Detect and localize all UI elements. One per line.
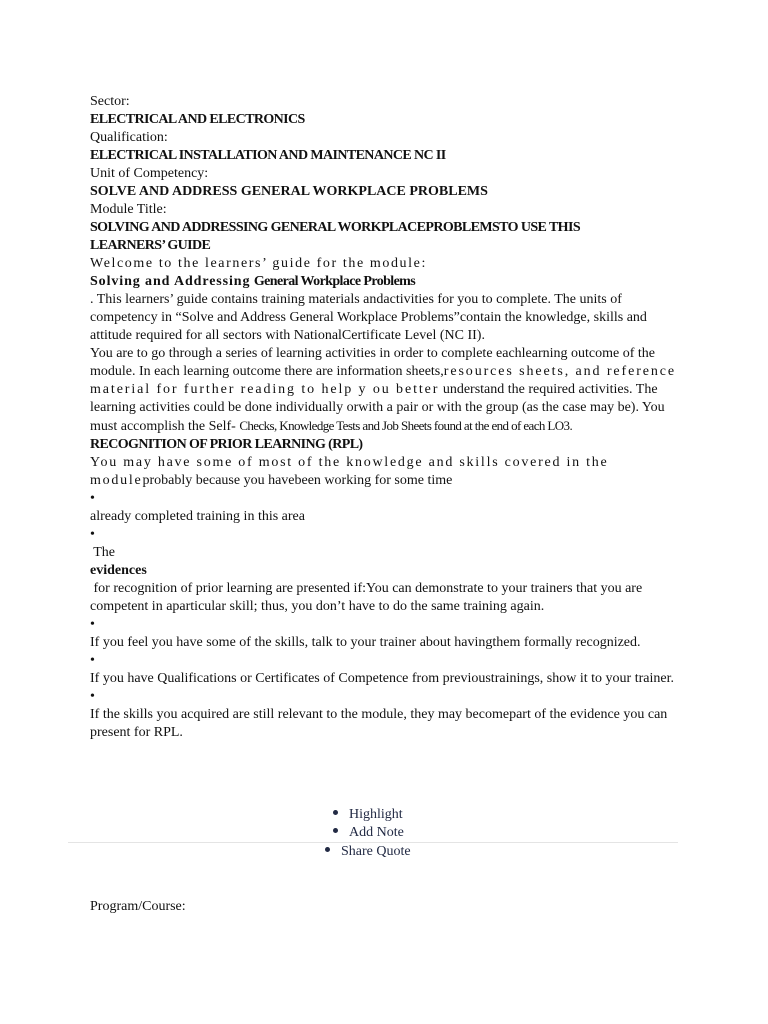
rpl-intro-part-2: probably because you havebeen working for some time <box>142 473 453 488</box>
rpl-item-5: If the skills you acquired are still relevant to the module, they may becomepart of the evidence you can present for RPL. <box>90 707 668 740</box>
divider <box>68 842 678 843</box>
module-value-line-2: LEARNERS’ GUIDE <box>90 238 211 253</box>
activities-part-1: You are to go through a series of learning activities in order to complete eachlearning outcome of the module. In each learning outcome there are information sheets, <box>90 346 656 379</box>
bullet-5: • <box>90 689 95 704</box>
activities-part-4: Checks, Knowledge Tests and Job Sheets found at the end of each LO3. <box>239 418 573 433</box>
qualification-label: Qualification: <box>90 130 168 145</box>
share-quote-menu-item[interactable] <box>325 843 411 861</box>
highlight-menu-item[interactable] <box>333 806 403 824</box>
rpl-the: The <box>90 545 116 560</box>
module-label: Module Title: <box>90 202 167 217</box>
bullet-dot-icon <box>333 828 338 833</box>
rpl-item-4: If you have Qualifications or Certificates of Competence from previoustrainings, show it to your trainer. <box>90 671 674 686</box>
share-quote-label: Share Quote <box>341 844 411 859</box>
add-note-menu-item[interactable] <box>333 824 404 842</box>
module-name-part-a: Solving and Addressing <box>90 274 251 289</box>
bullet-4: • <box>90 653 95 668</box>
module-name-part-b: General Workplace Problems <box>253 274 416 289</box>
intro-paragraph: . This learners’ guide contains training materials andactivities for you to complete. The units of competency in “Solve and Address General Workplace Problems”contain the knowledge, skills and attitude required for all sectors with NationalCertificate Level (NC II). <box>90 292 647 343</box>
sector-label: Sector: <box>90 94 130 109</box>
sector-value: ELECTRICAL AND ELECTRONICS <box>90 112 305 127</box>
activities-paragraph <box>90 345 680 436</box>
rpl-evidences: evidences <box>90 563 147 578</box>
rpl-item-3: If you feel you have some of the skills, talk to your trainer about havingthem formally recognized. <box>90 635 641 650</box>
unit-label: Unit of Competency: <box>90 166 209 181</box>
rpl-intro-part-1: You may have some of most of the knowledge and skills covered in the module <box>90 455 609 488</box>
bullet-dot-icon <box>325 847 330 852</box>
rpl-item-1: already completed training in this area <box>90 509 305 524</box>
module-value <box>90 219 680 255</box>
bullet-2: • <box>90 527 95 542</box>
bullet-3: • <box>90 617 95 632</box>
activities-part-3: understand the required activities. The learning activities could be done individually orwith a pair or with the group (as the case may be). You must accomplish the Self- <box>90 382 665 434</box>
add-note-label: Add Note <box>349 825 404 840</box>
activities-part-2: resources sheets, and reference material for further reading to help y ou better <box>90 364 677 397</box>
bullet-1: • <box>90 491 95 506</box>
rpl-item-2: for recognition of prior learning are presented if:You can demonstrate to your trainers that you are competent in aparticular skill; thus, you don’t have to do the same training again. <box>90 581 646 614</box>
bullet-dot-icon <box>333 810 338 815</box>
document-body <box>90 93 680 742</box>
qualification-value: ELECTRICAL INSTALLATION AND MAINTENANCE NC II <box>90 148 446 163</box>
welcome-text: Welcome to the learners’ guide for the module: <box>90 256 427 271</box>
unit-value: SOLVE AND ADDRESS GENERAL WORKPLACE PROBLEMS <box>90 184 488 199</box>
program-course-label: Program/Course: <box>90 899 186 914</box>
module-value-line-1: SOLVING AND ADDRESSING GENERAL WORKPLACEPROBLEMSTO USE THIS <box>90 220 581 235</box>
rpl-intro <box>90 454 680 490</box>
highlight-label: Highlight <box>349 807 403 822</box>
module-name <box>90 273 680 291</box>
rpl-heading: RECOGNITION OF PRIOR LEARNING (RPL) <box>90 437 363 452</box>
